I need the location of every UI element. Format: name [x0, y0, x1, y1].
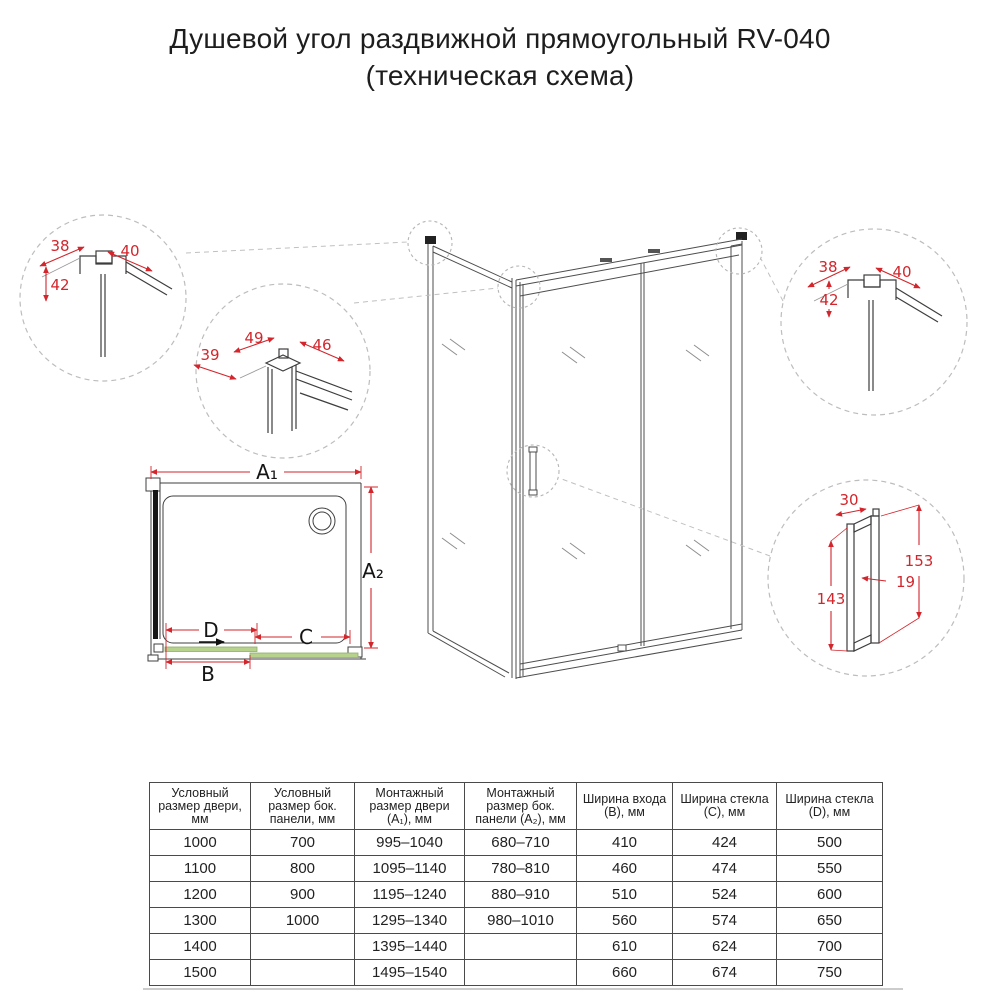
cell: 610: [577, 934, 673, 960]
cell: 1500: [150, 960, 251, 986]
table-row: [150, 960, 883, 986]
cell: [465, 934, 577, 960]
cell: 780–810: [465, 856, 577, 882]
dim-38: 38: [818, 258, 838, 276]
cell: 1295–1340: [355, 908, 465, 934]
col-header-entry-width: Ширина входа (B), мм: [577, 783, 673, 830]
cell: [251, 934, 355, 960]
cell: 550: [777, 856, 883, 882]
cell: 524: [673, 882, 777, 908]
dim-30: 30: [839, 491, 859, 509]
plan-label-b: B: [201, 662, 215, 686]
cell: 600: [777, 882, 883, 908]
col-header-door-mount: Монтажный размер двери (A₁), мм: [355, 783, 465, 830]
dim-42: 42: [50, 276, 70, 294]
cell: 995–1040: [355, 830, 465, 856]
table-header-row: [150, 783, 883, 830]
callout-top-right-profile: [781, 229, 967, 415]
table-row: [150, 856, 883, 882]
door-handle: [529, 447, 537, 495]
cell: 1095–1140: [355, 856, 465, 882]
cell: 474: [673, 856, 777, 882]
glass-door-bar-d: [165, 647, 257, 652]
plan-label-c: C: [299, 625, 313, 649]
rail-block: [600, 258, 612, 262]
door-divider: [641, 263, 644, 646]
cell: [251, 960, 355, 986]
cell: 700: [251, 830, 355, 856]
cell: 1300: [150, 908, 251, 934]
cell: 660: [577, 960, 673, 986]
cell: 800: [251, 856, 355, 882]
cell: 410: [577, 830, 673, 856]
callout-leader-lines: [186, 242, 783, 556]
roller-guide: [618, 645, 626, 651]
corner-cap: [425, 236, 436, 244]
table-row: [150, 908, 883, 934]
callout-mid-left-profile: [194, 284, 370, 458]
cell: 674: [673, 960, 777, 986]
title-line-2: (техническая схема): [365, 60, 635, 91]
plan-label-a2: A₂: [362, 559, 384, 583]
callout-circle: [781, 229, 967, 415]
table-row: [150, 882, 883, 908]
cell: 510: [577, 882, 673, 908]
size-specification-table: [149, 782, 883, 986]
cell: 624: [673, 934, 777, 960]
plan-view: [146, 460, 384, 686]
dim-42: 42: [819, 291, 839, 309]
col-header-glass-c: Ширина стекла (C), мм: [673, 783, 777, 830]
cell: 560: [577, 908, 673, 934]
cell: 1000: [251, 908, 355, 934]
col-header-glass-d: Ширина стекла (D), мм: [777, 783, 883, 830]
side-panel: [428, 243, 512, 677]
cell: 980–1010: [465, 908, 577, 934]
col-header-door-size: Условный размер двери, мм: [150, 783, 251, 830]
dim-49: 49: [244, 329, 264, 347]
plan-label-d: D: [203, 618, 219, 642]
cell: 424: [673, 830, 777, 856]
cell: 750: [777, 960, 883, 986]
cell: 1195–1240: [355, 882, 465, 908]
callout-handle-detail: [768, 480, 964, 676]
col-header-panel-mount: Монтажный размер бок. панели (A₂), мм: [465, 783, 577, 830]
cell: 1000: [150, 830, 251, 856]
callout-top-left-profile: [20, 215, 186, 381]
dim-40: 40: [120, 242, 140, 260]
cell: 1100: [150, 856, 251, 882]
cell: 1200: [150, 882, 251, 908]
side-panel-plan: [153, 490, 158, 639]
dim-39: 39: [200, 346, 220, 364]
callout-circle: [20, 215, 186, 381]
dim-153: 153: [904, 552, 934, 570]
main-isometric-view: [425, 232, 747, 679]
dim-19: 19: [896, 573, 916, 591]
plan-label-a1: A₁: [256, 460, 278, 484]
cell: 1395–1440: [355, 934, 465, 960]
cell: 650: [777, 908, 883, 934]
dim-40: 40: [892, 263, 912, 281]
cell: 574: [673, 908, 777, 934]
rail-block: [648, 249, 660, 253]
dim-38: 38: [50, 237, 70, 255]
cell: 880–910: [465, 882, 577, 908]
cell: 1495–1540: [355, 960, 465, 986]
glass-shine-marks: [442, 339, 709, 559]
glass-fixed-bar-c: [250, 653, 358, 658]
cell: 460: [577, 856, 673, 882]
cell: 1400: [150, 934, 251, 960]
table-row: [150, 934, 883, 960]
title-line-1: Душевой угол раздвижной прямоугольный RV-040: [169, 23, 831, 54]
cell: 700: [777, 934, 883, 960]
footer-divider: [143, 988, 903, 990]
detail-indicator-circles: [408, 221, 762, 497]
dim-46: 46: [312, 336, 332, 354]
cell: 680–710: [465, 830, 577, 856]
cell: 900: [251, 882, 355, 908]
door-frame: [512, 239, 742, 679]
cell: 500: [777, 830, 883, 856]
table-row: [150, 830, 883, 856]
dim-143: 143: [816, 590, 846, 608]
col-header-panel-size: Условный размер бок. панели, мм: [251, 783, 355, 830]
cell: [465, 960, 577, 986]
